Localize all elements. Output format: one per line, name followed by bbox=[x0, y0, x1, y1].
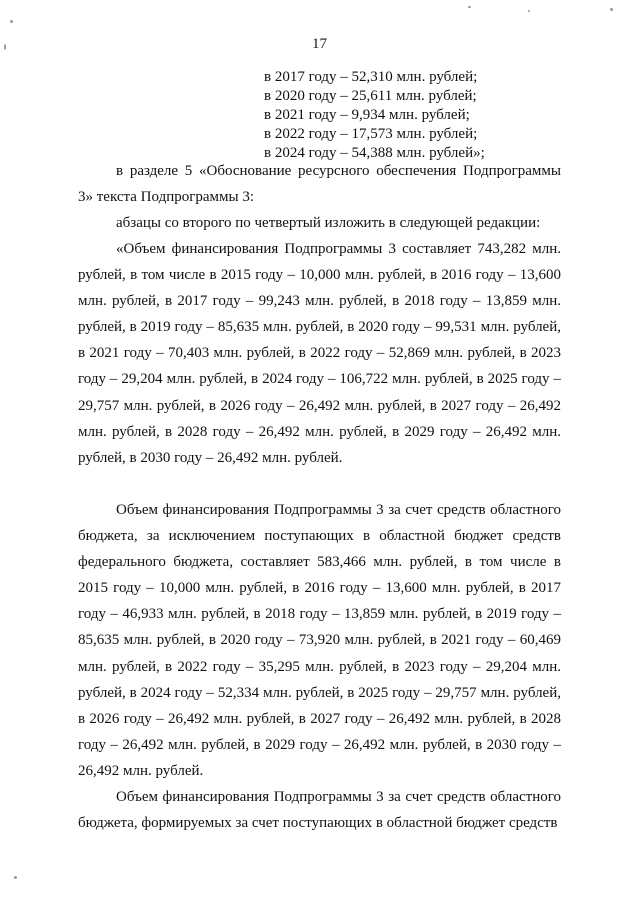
list-item: в 2017 году – 52,310 млн. рублей; bbox=[264, 69, 478, 85]
page-number: 17 bbox=[312, 36, 327, 52]
list-item: в 2022 году – 17,573 млн. рублей; bbox=[264, 126, 478, 142]
list-item: в 2024 году – 54,388 млн. рублей»; bbox=[264, 145, 485, 161]
funding-year-list bbox=[264, 68, 485, 163]
regional-budget-paragraph: Объем финансирования Подпрограммы 3 за счет средств областного бюджета, за исключением поступающих в областной бюджет средств федерального бюджета, составляет 583,466 млн. рублей, в том числе в 2015 году – 10,000 млн. рублей, в 2016 году – 13,600 млн. рублей, в 2017 году – 46,933 млн. рублей, в 2018 году – 13,859 млн. рублей, в 2019 году – 85,635 млн. рублей, в 2020 году – 73,920 млн. рублей, в 2021 году – 60,469 млн. рублей, в 2022 году – 35,295 млн. рублей, в 2023 году – 29,204 млн. рублей, в 2024 году – 52,334 млн. рублей, в 2025 году – 29,757 млн. рублей, в 2026 году – 26,492 млн. рублей, в 2027 году – 26,492 млн. рублей, в 2028 году – 26,492 млн. рублей, в 2029 году – 26,492 млн. рублей, в 2030 году – 26,492 млн. рублей. bbox=[78, 502, 561, 779]
scan-speck bbox=[610, 8, 613, 11]
list-item: в 2020 году – 25,611 млн. рублей; bbox=[264, 88, 477, 104]
federal-transfer-paragraph: Объем финансирования Подпрограммы 3 за счет средств областного бюджета, формируемых за счет поступающих в областной бюджет средств bbox=[78, 789, 561, 832]
list-item: в 2021 году – 9,934 млн. рублей; bbox=[264, 107, 470, 123]
funding-total-paragraph: «Объем финансирования Подпрограммы 3 составляет 743,282 млн. рублей, в том числе в 2015 году – 10,000 млн. рублей, в 2016 году – 13,600 млн. рублей, в 2017 году – 99,243 млн. рублей, в 2018 году – 13,859 млн. рублей, в 2019 году – 85,635 млн. рублей, в 2020 году – 99,531 млн. рублей, в 2021 году – 70,403 млн. рублей, в 2022 году – 52,869 млн. рублей, в 2023 году – 29,204 млн. рублей, в 2024 году – 106,722 млн. рублей, в 2025 году – 29,757 млн. рублей, в 2026 году – 26,492 млн. рублей, в 2027 году – 26,492 млн. рублей, в 2028 году – 26,492 млн. рублей, в 2029 году – 26,492 млн. рублей, в 2030 году – 26,492 млн. рублей. bbox=[78, 241, 561, 466]
instruction-paragraph: абзацы со второго по четвертый изложить в следующей редакции: bbox=[116, 215, 541, 231]
scan-speck bbox=[14, 876, 17, 879]
scan-speck bbox=[528, 10, 530, 12]
scan-speck bbox=[4, 44, 6, 50]
scan-speck bbox=[468, 6, 471, 8]
section-intro-paragraph: в разделе 5 «Обоснование ресурсного обеспечения Подпрограммы 3» текста Подпрограммы 3: bbox=[78, 163, 561, 206]
scan-speck bbox=[10, 20, 13, 23]
